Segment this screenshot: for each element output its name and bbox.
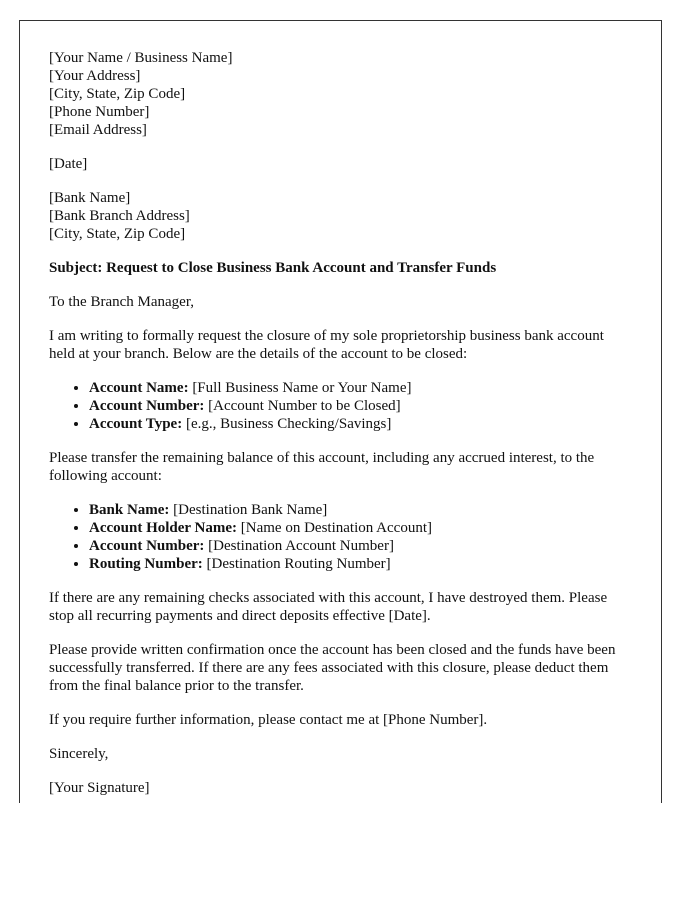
recipient-block (49, 189, 632, 243)
confirmation-paragraph: Please provide written confirmation once the account has been closed and the funds have been successfully transferred. If there are any fees associated with this closure, please deduct them from the final balance prior to the transfer. (49, 642, 616, 694)
sender-address: [Your Address] (49, 68, 141, 84)
list-item (89, 555, 632, 573)
closing: Sincerely, (49, 746, 109, 762)
list-item (89, 519, 632, 537)
list-item (89, 537, 632, 555)
checks-paragraph: If there are any remaining checks associated with this account, I have destroyed them. Please stop all recurring payments and direct deposits effective [Date]. (49, 590, 608, 624)
detail-value: [Destination Routing Number] (202, 556, 391, 572)
contact-paragraph: If you require further information, please contact me at [Phone Number]. (49, 712, 488, 728)
letter-date: [Date] (49, 156, 88, 172)
sender-block (49, 49, 632, 139)
detail-label: Account Type: (89, 416, 183, 432)
list-item (89, 415, 632, 433)
recipient-branch-address: [Bank Branch Address] (49, 208, 190, 224)
sender-email: [Email Address] (49, 122, 147, 138)
detail-value: [Destination Bank Name] (169, 502, 328, 518)
signature: [Your Signature] (49, 780, 150, 796)
detail-value: [Account Number to be Closed] (204, 398, 401, 414)
sender-phone: [Phone Number] (49, 104, 150, 120)
detail-value: [Destination Account Number] (204, 538, 394, 554)
list-item (89, 379, 632, 397)
salutation: To the Branch Manager, (49, 294, 194, 310)
transfer-paragraph: Please transfer the remaining balance of this account, including any accrued interest, to the following account: (49, 450, 595, 484)
closing-account-details (49, 379, 632, 433)
detail-label: Account Holder Name: (89, 520, 238, 536)
subject-line: Subject: Request to Close Business Bank Account and Transfer Funds (49, 260, 497, 276)
detail-value: [e.g., Business Checking/Savings] (182, 416, 392, 432)
detail-value: [Name on Destination Account] (237, 520, 432, 536)
recipient-city-state-zip: [City, State, Zip Code] (49, 226, 186, 242)
intro-paragraph: I am writing to formally request the closure of my sole proprietorship business bank account held at your branch. Below are the details of the account to be closed: (49, 328, 604, 362)
detail-label: Bank Name: (89, 502, 170, 518)
sender-name: [Your Name / Business Name] (49, 50, 233, 66)
detail-value: [Full Business Name or Your Name] (188, 380, 412, 396)
detail-label: Account Number: (89, 398, 205, 414)
sender-city-state-zip: [City, State, Zip Code] (49, 86, 186, 102)
list-item (89, 397, 632, 415)
recipient-bank-name: [Bank Name] (49, 190, 131, 206)
detail-label: Routing Number: (89, 556, 203, 572)
list-item (89, 501, 632, 519)
letter-page (19, 20, 662, 803)
detail-label: Account Name: (89, 380, 189, 396)
detail-label: Account Number: (89, 538, 205, 554)
letter-content (20, 21, 661, 797)
destination-account-details (49, 501, 632, 573)
